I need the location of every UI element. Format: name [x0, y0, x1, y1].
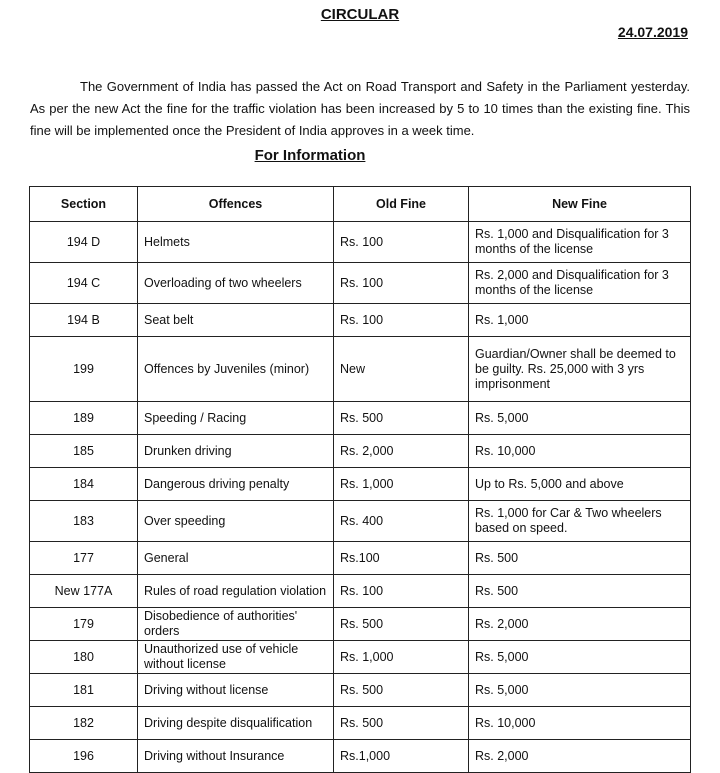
cell-offence: Helmets [138, 222, 334, 263]
cell-new-fine: Rs. 10,000 [469, 707, 691, 740]
table-row [30, 707, 691, 740]
cell-section: 194 C [30, 263, 138, 304]
cell-new-fine: Up to Rs. 5,000 and above [469, 468, 691, 501]
cell-offence: Driving despite disqualification [138, 707, 334, 740]
cell-section: 194 D [30, 222, 138, 263]
table-row [30, 263, 691, 304]
table-row [30, 222, 691, 263]
cell-offence: Dangerous driving penalty [138, 468, 334, 501]
table-row [30, 674, 691, 707]
cell-old-fine: Rs. 100 [334, 222, 469, 263]
cell-offence: General [138, 542, 334, 575]
cell-section: 181 [30, 674, 138, 707]
cell-section: 196 [30, 740, 138, 773]
cell-section: 182 [30, 707, 138, 740]
cell-offence: Speeding / Racing [138, 402, 334, 435]
cell-offence: Unauthorized use of vehicle without license [138, 641, 334, 674]
cell-new-fine: Rs. 2,000 and Disqualification for 3 months of the license [469, 263, 691, 304]
cell-old-fine: Rs. 1,000 [334, 641, 469, 674]
table-header-row [30, 187, 691, 222]
cell-new-fine: Rs. 500 [469, 542, 691, 575]
cell-new-fine: Rs. 1,000 for Car & Two wheelers based on speed. [469, 501, 691, 542]
cell-offence: Over speeding [138, 501, 334, 542]
circular-date: 24.07.2019 [617, 24, 688, 40]
cell-offence: Offences by Juveniles (minor) [138, 337, 334, 402]
cell-offence: Seat belt [138, 304, 334, 337]
cell-old-fine: Rs. 500 [334, 707, 469, 740]
cell-section: 177 [30, 542, 138, 575]
cell-new-fine: Rs. 10,000 [469, 435, 691, 468]
cell-section: 179 [30, 608, 138, 641]
cell-old-fine: Rs. 100 [334, 575, 469, 608]
cell-section: 199 [30, 337, 138, 402]
cell-old-fine: New [334, 337, 469, 402]
cell-new-fine: Rs. 2,000 [469, 740, 691, 773]
cell-new-fine: Rs. 5,000 [469, 641, 691, 674]
cell-section: 184 [30, 468, 138, 501]
cell-section: New 177A [30, 575, 138, 608]
table-row [30, 435, 691, 468]
cell-new-fine: Rs. 500 [469, 575, 691, 608]
cell-new-fine: Rs. 5,000 [469, 674, 691, 707]
cell-offence: Driving without license [138, 674, 334, 707]
circular-title: CIRCULAR [320, 6, 400, 23]
cell-old-fine: Rs.1,000 [334, 740, 469, 773]
fine-table [29, 186, 691, 773]
table-row [30, 641, 691, 674]
table-row [30, 501, 691, 542]
cell-new-fine: Rs. 1,000 and Disqualification for 3 months of the license [469, 222, 691, 263]
cell-old-fine: Rs. 500 [334, 674, 469, 707]
cell-section: 189 [30, 402, 138, 435]
cell-old-fine: Rs. 500 [334, 402, 469, 435]
table-row [30, 402, 691, 435]
cell-offence: Driving without Insurance [138, 740, 334, 773]
cell-new-fine: Guardian/Owner shall be deemed to be guilty. Rs. 25,000 with 3 yrs imprisonment [469, 337, 691, 402]
table-row [30, 304, 691, 337]
table-row [30, 608, 691, 641]
cell-offence: Disobedience of authorities' orders [138, 608, 334, 641]
cell-section: 185 [30, 435, 138, 468]
cell-new-fine: Rs. 1,000 [469, 304, 691, 337]
cell-old-fine: Rs. 500 [334, 608, 469, 641]
table-row [30, 740, 691, 773]
table-row [30, 542, 691, 575]
cell-old-fine: Rs.100 [334, 542, 469, 575]
cell-new-fine: Rs. 2,000 [469, 608, 691, 641]
header-new-fine: New Fine [469, 187, 691, 222]
table-row [30, 575, 691, 608]
cell-old-fine: Rs. 100 [334, 304, 469, 337]
cell-offence: Rules of road regulation violation [138, 575, 334, 608]
header-offences: Offences [138, 187, 334, 222]
cell-old-fine: Rs. 100 [334, 263, 469, 304]
intro-paragraph: The Government of India has passed the Act on Road Transport and Safety in the Parliament yesterday. As per the new Act the fine for the traffic violation has been increased by 5 to 10 times than the existing fine. This fine will be implemented once the President of India approves in a week time. [30, 79, 690, 138]
cell-old-fine: Rs. 400 [334, 501, 469, 542]
cell-section: 194 B [30, 304, 138, 337]
table-row [30, 337, 691, 402]
cell-new-fine: Rs. 5,000 [469, 402, 691, 435]
table-row [30, 468, 691, 501]
cell-offence: Overloading of two wheelers [138, 263, 334, 304]
header-section: Section [30, 187, 138, 222]
cell-section: 183 [30, 501, 138, 542]
header-old-fine: Old Fine [334, 187, 469, 222]
cell-old-fine: Rs. 1,000 [334, 468, 469, 501]
cell-section: 180 [30, 641, 138, 674]
cell-offence: Drunken driving [138, 435, 334, 468]
cell-old-fine: Rs. 2,000 [334, 435, 469, 468]
section-subtitle: For Information [254, 147, 366, 164]
